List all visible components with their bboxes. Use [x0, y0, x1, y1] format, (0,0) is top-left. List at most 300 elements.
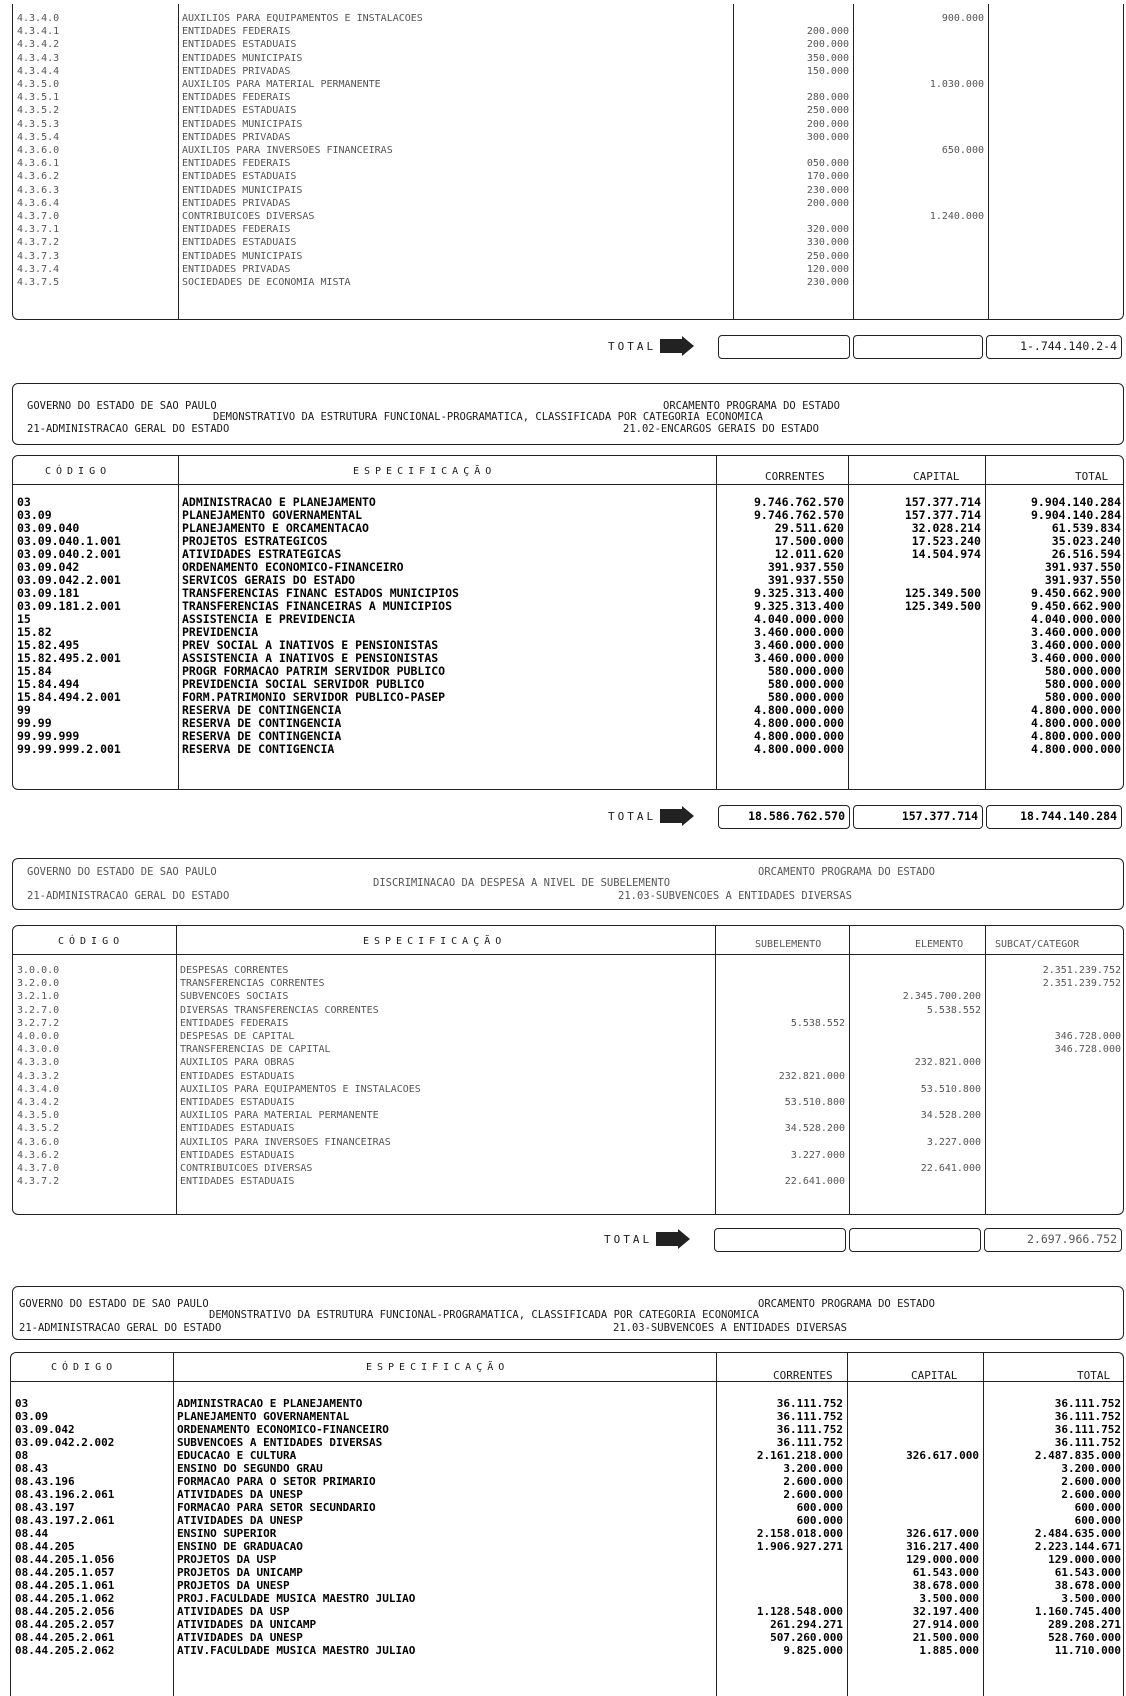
- table-row: [13, 236, 1125, 249]
- cell-col-a: 391.937.550: [767, 561, 844, 574]
- cell-especificacao: ASSISTENCIA E PREVIDENCIA: [182, 613, 356, 626]
- cell-col-b: [853, 223, 988, 236]
- header-4: [12, 1286, 1124, 1340]
- cell-col-b: [847, 1462, 983, 1475]
- cell-col-a: 9.746.762.570: [753, 509, 844, 522]
- table-row: [13, 170, 1125, 183]
- table-row: [13, 1109, 1125, 1122]
- table-row: [13, 1162, 1125, 1175]
- cell-codigo: 08.44.205: [15, 1540, 75, 1553]
- cell-especificacao: DESPESAS DE CAPITAL: [180, 1031, 295, 1043]
- cell-especificacao: ENTIDADES FEDERAIS: [182, 224, 291, 236]
- table-row: [11, 1501, 1125, 1514]
- cell-codigo: 08.43.197: [15, 1501, 75, 1514]
- cell-codigo: 4.0.0.0: [17, 1031, 60, 1043]
- table-row: [11, 1436, 1125, 1449]
- table-row: [13, 144, 1125, 157]
- cell-codigo: 15.82.495.2.001: [17, 652, 121, 665]
- col-header-capital: CAPITAL: [913, 470, 960, 483]
- cell-especificacao: ENTIDADES ESTADUAIS: [182, 237, 297, 249]
- cell-col-b: [849, 1175, 985, 1188]
- cell-especificacao: DESPESAS CORRENTES: [180, 965, 289, 976]
- table-row: [13, 522, 1125, 535]
- table-row: [11, 1618, 1125, 1631]
- table-row: [11, 1579, 1125, 1592]
- cell-col-b: 17.523.240: [911, 535, 981, 548]
- cell-col-a: 230.000: [806, 277, 849, 289]
- table-row: [13, 678, 1125, 691]
- cell-col-c: 3.460.000.000: [1030, 639, 1121, 652]
- cell-col-a: [716, 1566, 847, 1579]
- cell-col-b: 5.538.552: [926, 1004, 981, 1016]
- col-header-total: TOTAL: [1077, 1369, 1111, 1382]
- cell-col-c: 289.208.271: [1048, 1618, 1121, 1631]
- cell-codigo: 4.3.4.0: [17, 13, 60, 24]
- cell-codigo: 4.3.0.0: [17, 1044, 60, 1056]
- cell-col-a: 3.460.000.000: [753, 652, 844, 665]
- cell-codigo: 03.09.042: [17, 561, 80, 574]
- cell-col-a: 2.600.000: [783, 1488, 843, 1501]
- table-row: [13, 743, 1125, 756]
- cell-col-c: 2.600.000: [1061, 1488, 1121, 1501]
- cell-especificacao: ENTIDADES MUNICIPAIS: [182, 52, 303, 64]
- table-row: [13, 626, 1125, 639]
- table-row: [13, 210, 1125, 223]
- table-3: [12, 925, 1124, 1215]
- cell-col-c: [988, 118, 1125, 131]
- cell-col-b: [848, 574, 985, 587]
- cell-col-c: 9.904.140.284: [1030, 509, 1121, 522]
- table-row: [13, 184, 1125, 197]
- cell-col-a: 350.000: [806, 52, 849, 64]
- cell-col-c: 391.937.550: [1044, 574, 1121, 587]
- cell-col-c: 38.678.000: [1054, 1579, 1121, 1592]
- cell-especificacao: ORDENAMENTO ECONOMICO-FINANCEIRO: [182, 561, 404, 574]
- cell-col-b: [847, 1423, 983, 1436]
- cell-especificacao: ATIVIDADES DA UNESP: [177, 1631, 303, 1644]
- cell-codigo: 08.44.205.2.056: [15, 1605, 115, 1618]
- cell-col-a: 4.800.000.000: [753, 717, 844, 730]
- cell-especificacao: PROJETOS ESTRATEGICOS: [182, 535, 328, 548]
- cell-codigo: 08.43.197.2.061: [15, 1514, 115, 1527]
- col-header-codigo: CÓDIGO: [58, 936, 125, 947]
- cell-col-c: 2.487.835.000: [1034, 1449, 1121, 1462]
- cell-col-b: [849, 1017, 985, 1030]
- cell-col-c: [988, 25, 1125, 38]
- cell-col-b: 38.678.000: [912, 1579, 979, 1592]
- cell-especificacao: ENTIDADES PRIVADAS: [182, 65, 291, 77]
- total-value-2a: 18.586.762.570: [718, 805, 850, 829]
- cell-especificacao: ENTIDADES PRIVADAS: [182, 197, 291, 209]
- cell-codigo: 3.2.1.0: [17, 991, 60, 1003]
- cell-col-a: 200.000: [806, 118, 849, 130]
- total-row-3: [0, 1228, 1126, 1252]
- cell-especificacao: PREVIDENCIA: [182, 626, 259, 639]
- table-row: [13, 1083, 1125, 1096]
- cell-codigo: 4.3.4.0: [17, 1083, 60, 1095]
- arrow-right-icon: [656, 1229, 690, 1249]
- cell-col-a: 36.111.752: [776, 1397, 843, 1410]
- cell-col-a: 17.500.000: [774, 535, 844, 548]
- cell-codigo: 3.0.0.0: [17, 965, 60, 976]
- cell-codigo: 4.3.5.3: [17, 118, 60, 130]
- table-row: [13, 157, 1125, 170]
- cell-col-a: 3.460.000.000: [753, 626, 844, 639]
- cell-especificacao: PLANEJAMENTO GOVERNAMENTAL: [182, 509, 363, 522]
- cell-col-c: 4.800.000.000: [1030, 743, 1121, 756]
- cell-col-b: 1.030.000: [929, 79, 984, 91]
- cell-col-a: [716, 1579, 847, 1592]
- cell-col-c: [985, 1004, 1125, 1017]
- table-row: [13, 535, 1125, 548]
- cell-especificacao: RESERVA DE CONTINGENCIA: [182, 704, 342, 717]
- cell-col-b: [853, 184, 988, 197]
- cell-col-b: [847, 1397, 983, 1410]
- cell-col-b: [848, 743, 985, 756]
- cell-col-c: 528.760.000: [1048, 1631, 1121, 1644]
- cell-col-a: 330.000: [806, 237, 849, 249]
- table-row: [13, 704, 1125, 717]
- cell-codigo: 08: [15, 1449, 29, 1462]
- cell-col-b: [853, 131, 988, 144]
- cell-col-c: 580.000.000: [1044, 691, 1121, 704]
- cell-col-a: 170.000: [806, 171, 849, 183]
- total-value-3b: [849, 1228, 981, 1252]
- cell-col-b: [849, 1096, 985, 1109]
- table-row: [13, 25, 1125, 38]
- cell-codigo: 4.3.4.2: [17, 39, 60, 51]
- cell-especificacao: ENTIDADES ESTADUAIS: [180, 1097, 295, 1109]
- unit-label: 21-ADMINISTRACAO GERAL DO ESTADO: [19, 1322, 222, 1334]
- table-row: [13, 38, 1125, 51]
- cell-col-b: [848, 730, 985, 743]
- cell-col-c: 2.600.000: [1061, 1475, 1121, 1488]
- cell-col-c: 580.000.000: [1044, 678, 1121, 691]
- cell-especificacao: PLANEJAMENTO GOVERNAMENTAL: [177, 1410, 350, 1423]
- cell-col-c: [988, 197, 1125, 210]
- cell-especificacao: FORM.PATRIMONIO SERVIDOR PUBLICO-PASEP: [182, 691, 446, 704]
- table-2: [12, 455, 1124, 790]
- cell-col-a: [733, 12, 853, 25]
- cell-col-b: 53.510.800: [920, 1083, 981, 1095]
- table-row: [11, 1449, 1125, 1462]
- cell-col-a: 4.800.000.000: [753, 704, 844, 717]
- cell-especificacao: SUBVENCOES A ENTIDADES DIVERSAS: [177, 1436, 383, 1449]
- col-header-correntes: CORRENTES: [773, 1369, 833, 1382]
- table-1: [12, 4, 1124, 320]
- total-value-2b: 157.377.714: [853, 805, 983, 829]
- cell-especificacao: TRANSFERENCIAS DE CAPITAL: [180, 1044, 331, 1056]
- report-title: DISCRIMINACAO DA DESPESA A NIVEL DE SUBELEMENTO: [373, 877, 671, 889]
- cell-col-b: 27.914.000: [912, 1618, 979, 1631]
- cell-especificacao: EDUCACAO E CULTURA: [177, 1449, 297, 1462]
- cell-col-c: [988, 157, 1125, 170]
- cell-col-b: [853, 157, 988, 170]
- cell-especificacao: PROJ.FACULDADE MUSICA MAESTRO JULIAO: [177, 1592, 416, 1605]
- cell-col-b: 129.000.000: [906, 1553, 979, 1566]
- cell-col-b: 125.349.500: [904, 587, 981, 600]
- cell-especificacao: CONTRIBUICOES DIVERSAS: [182, 211, 315, 223]
- total-value-1c: 1-.744.140.2-4: [986, 335, 1122, 359]
- cell-col-b: [853, 38, 988, 51]
- cell-col-b: [853, 236, 988, 249]
- cell-col-a: 2.161.218.000: [756, 1449, 843, 1462]
- cell-codigo: 99: [17, 704, 31, 717]
- cell-col-b: [848, 678, 985, 691]
- subunit-label: 21.03-SUBVENCOES A ENTIDADES DIVERSAS: [618, 890, 852, 902]
- cell-col-c: 35.023.240: [1051, 535, 1121, 548]
- table-row: [13, 118, 1125, 131]
- table-row: [11, 1423, 1125, 1436]
- table-row: [13, 1070, 1125, 1083]
- cell-col-a: 9.325.313.400: [753, 600, 844, 613]
- cell-col-c: 9.450.662.900: [1030, 587, 1121, 600]
- col-header-especificacao: ESPECIFICAÇÃO: [353, 466, 497, 477]
- cell-col-b: [853, 65, 988, 78]
- table-row: [13, 964, 1125, 977]
- cell-col-b: 1.885.000: [919, 1644, 979, 1657]
- cell-col-b: [849, 1122, 985, 1135]
- cell-especificacao: ENTIDADES ESTADUAIS: [182, 171, 297, 183]
- cell-col-c: 3.200.000: [1061, 1462, 1121, 1475]
- header-3: [12, 858, 1124, 910]
- cell-col-c: 3.460.000.000: [1030, 652, 1121, 665]
- cell-col-b: [848, 665, 985, 678]
- cell-codigo: 4.3.4.1: [17, 26, 60, 38]
- cell-especificacao: SOCIEDADES DE ECONOMIA MISTA: [182, 277, 351, 289]
- table-row: [13, 52, 1125, 65]
- table-row: [13, 561, 1125, 574]
- table-4: [10, 1352, 1124, 1696]
- total-value-1b: [853, 335, 983, 359]
- cell-codigo: 4.3.5.2: [17, 105, 60, 117]
- table-4-body: [11, 1397, 1125, 1657]
- table-row: [13, 613, 1125, 626]
- cell-col-c: 3.460.000.000: [1030, 626, 1121, 639]
- cell-codigo: 03.09: [15, 1410, 49, 1423]
- cell-col-c: 2.484.635.000: [1034, 1527, 1121, 1540]
- cell-especificacao: RESERVA DE CONTIGENCIA: [182, 743, 335, 756]
- cell-especificacao: PROJETOS DA USP: [177, 1553, 277, 1566]
- cell-col-c: [988, 52, 1125, 65]
- cell-codigo: 08.43: [15, 1462, 49, 1475]
- cell-col-c: [985, 1162, 1125, 1175]
- cell-especificacao: RESERVA DE CONTINGENCIA: [182, 730, 342, 743]
- cell-especificacao: RESERVA DE CONTINGENCIA: [182, 717, 342, 730]
- gov-label: GOVERNO DO ESTADO DE SAO PAULO: [27, 866, 217, 878]
- table-row: [13, 977, 1125, 990]
- cell-col-a: 250.000: [806, 250, 849, 262]
- cell-col-b: [853, 263, 988, 276]
- cell-col-c: [988, 131, 1125, 144]
- cell-col-c: 11.710.000: [1054, 1644, 1121, 1657]
- table-row: [13, 496, 1125, 509]
- cell-codigo: 4.3.5.4: [17, 131, 60, 143]
- cell-col-b: [847, 1475, 983, 1488]
- cell-col-a: 320.000: [806, 224, 849, 236]
- unit-label: 21-ADMINISTRACAO GERAL DO ESTADO: [27, 890, 230, 902]
- cell-col-c: 600.000: [1074, 1514, 1121, 1527]
- cell-codigo: 4.3.3.0: [17, 1057, 60, 1069]
- cell-codigo: 08.44.205.2.062: [15, 1644, 115, 1657]
- cell-col-c: [985, 1175, 1125, 1188]
- cell-col-a: 120.000: [806, 263, 849, 275]
- table-row: [13, 1122, 1125, 1135]
- table-row: [13, 574, 1125, 587]
- cell-col-a: 9.825.000: [783, 1644, 843, 1657]
- cell-codigo: 4.3.5.2: [17, 1123, 60, 1135]
- cell-col-b: [848, 561, 985, 574]
- table-row: [13, 1004, 1125, 1017]
- cell-col-c: [988, 104, 1125, 117]
- table-row: [13, 197, 1125, 210]
- cell-col-a: 9.325.313.400: [753, 587, 844, 600]
- unit-label: 21-ADMINISTRACAO GERAL DO ESTADO: [27, 423, 230, 435]
- cell-col-a: 200.000: [806, 197, 849, 209]
- cell-especificacao: CONTRIBUICOES DIVERSAS: [180, 1163, 313, 1175]
- cell-col-a: [715, 1043, 849, 1056]
- cell-especificacao: AUXILIOS PARA OBRAS: [180, 1057, 295, 1069]
- cell-especificacao: ENTIDADES MUNICIPAIS: [182, 250, 303, 262]
- cell-codigo: 4.3.7.2: [17, 237, 60, 249]
- table-row: [11, 1540, 1125, 1553]
- cell-col-a: 29.511.620: [774, 522, 844, 535]
- cell-col-b: 157.377.714: [904, 509, 981, 522]
- cell-col-c: 2.351.239.752: [1042, 965, 1121, 976]
- cell-especificacao: ENTIDADES ESTADUAIS: [180, 1176, 295, 1188]
- cell-col-b: [848, 717, 985, 730]
- table-row: [13, 600, 1125, 613]
- cell-especificacao: ENTIDADES MUNICIPAIS: [182, 184, 303, 196]
- cell-col-c: 1.160.745.400: [1034, 1605, 1121, 1618]
- col-header-codigo: CÓDIGO: [45, 466, 112, 477]
- cell-col-b: [848, 704, 985, 717]
- cell-col-b: 232.821.000: [914, 1057, 981, 1069]
- cell-codigo: 08.44.205.1.061: [15, 1579, 115, 1592]
- cell-col-c: [988, 144, 1125, 157]
- cell-codigo: 08.44.205.2.061: [15, 1631, 115, 1644]
- program-label: ORCAMENTO PROGRAMA DO ESTADO: [758, 1298, 936, 1310]
- cell-especificacao: ADMINISTRACAO E PLANEJAMENTO: [177, 1397, 363, 1410]
- cell-col-b: 61.543.000: [912, 1566, 979, 1579]
- table-row: [11, 1527, 1125, 1540]
- cell-col-b: [848, 639, 985, 652]
- table-3-body: [13, 964, 1125, 1188]
- table-row: [11, 1605, 1125, 1618]
- cell-col-c: 36.111.752: [1054, 1397, 1121, 1410]
- cell-col-a: [715, 1083, 849, 1096]
- table-row: [11, 1631, 1125, 1644]
- cell-codigo: 4.3.7.5: [17, 277, 60, 289]
- cell-especificacao: PREVIDENCIA SOCIAL SERVIDOR PUBLICO: [182, 678, 425, 691]
- cell-col-b: 32.028.214: [911, 522, 981, 535]
- cell-col-b: 650.000: [941, 145, 984, 157]
- table-row: [13, 78, 1125, 91]
- cell-col-a: [715, 1004, 849, 1017]
- cell-col-a: 050.000: [806, 158, 849, 170]
- header-2: [12, 383, 1124, 445]
- cell-especificacao: PROJETOS DA UNESP: [177, 1579, 290, 1592]
- cell-codigo: 08.43.196.2.061: [15, 1488, 115, 1501]
- cell-col-a: [715, 990, 849, 1003]
- table-row: [13, 1017, 1125, 1030]
- cell-col-c: 346.728.000: [1054, 1031, 1121, 1043]
- cell-codigo: 99.99.999: [17, 730, 80, 743]
- cell-col-b: 157.377.714: [904, 496, 981, 509]
- cell-codigo: 4.3.6.0: [17, 145, 60, 157]
- cell-especificacao: ENTIDADES ESTADUAIS: [182, 39, 297, 51]
- gov-label: GOVERNO DO ESTADO DE SAO PAULO: [19, 1298, 209, 1310]
- cell-col-a: 580.000.000: [767, 691, 844, 704]
- cell-col-a: 600.000: [796, 1514, 843, 1527]
- total-row-2: [0, 805, 1126, 829]
- total-value-2c: 18.744.140.284: [986, 805, 1122, 829]
- cell-col-c: [985, 1083, 1125, 1096]
- cell-col-a: 507.260.000: [770, 1631, 843, 1644]
- cell-especificacao: PREV SOCIAL A INATIVOS E PENSIONISTAS: [182, 639, 439, 652]
- cell-codigo: 99.99: [17, 717, 52, 730]
- cell-col-a: 4.800.000.000: [753, 730, 844, 743]
- cell-col-c: 36.111.752: [1054, 1423, 1121, 1436]
- program-label: ORCAMENTO PROGRAMA DO ESTADO: [758, 866, 936, 878]
- report-title: DEMONSTRATIVO DA ESTRUTURA FUNCIONAL-PROGRAMATICA, CLASSIFICADA POR CATEGORIA ECONOMICA: [213, 411, 763, 423]
- cell-col-b: [848, 613, 985, 626]
- cell-especificacao: ATIVIDADES DA UNICAMP: [177, 1618, 317, 1631]
- cell-especificacao: ATIVIDADES ESTRATEGICAS: [182, 548, 342, 561]
- cell-col-a: [715, 964, 849, 977]
- cell-col-a: 3.200.000: [783, 1462, 843, 1475]
- table-row: [13, 1056, 1125, 1069]
- cell-col-a: 12.011.620: [774, 548, 844, 561]
- col-header-subelemento: SUBELEMENTO: [755, 939, 822, 950]
- cell-col-a: 3.227.000: [790, 1149, 845, 1161]
- cell-especificacao: ADMINISTRACAO E PLANEJAMENTO: [182, 496, 376, 509]
- cell-codigo: 03.09.042.2.002: [15, 1436, 115, 1449]
- table-row: [13, 250, 1125, 263]
- cell-col-b: [853, 104, 988, 117]
- cell-especificacao: AUXILIOS PARA INVERSOES FINANCEIRAS: [180, 1136, 391, 1148]
- table-row: [13, 1175, 1125, 1188]
- cell-especificacao: ENTIDADES ESTADUAIS: [180, 1123, 295, 1135]
- cell-especificacao: ENTIDADES ESTADUAIS: [182, 105, 297, 117]
- cell-codigo: 15.84.494.2.001: [17, 691, 121, 704]
- cell-codigo: 4.3.4.3: [17, 52, 60, 64]
- cell-especificacao: ENTIDADES MUNICIPAIS: [182, 118, 303, 130]
- arrow-right-icon: [660, 806, 694, 826]
- cell-col-b: 21.500.000: [912, 1631, 979, 1644]
- cell-codigo: 08.43.196: [15, 1475, 75, 1488]
- table-row: [11, 1553, 1125, 1566]
- cell-codigo: 03: [17, 496, 31, 509]
- cell-col-b: 1.240.000: [929, 211, 984, 223]
- table-1-body: [13, 12, 1125, 289]
- cell-col-c: [988, 78, 1125, 91]
- cell-col-b: [853, 170, 988, 183]
- table-row: [13, 223, 1125, 236]
- cell-especificacao: AUXILIOS PARA EQUIPAMENTOS E INSTALACOES: [182, 13, 423, 24]
- cell-especificacao: AUXILIOS PARA INVERSOES FINANCEIRAS: [182, 145, 393, 157]
- cell-col-b: 14.504.974: [911, 548, 981, 561]
- cell-col-c: 36.111.752: [1054, 1410, 1121, 1423]
- cell-col-b: [853, 118, 988, 131]
- cell-especificacao: ENTIDADES FEDERAIS: [182, 26, 291, 38]
- cell-col-a: 261.294.271: [770, 1618, 843, 1631]
- cell-col-a: [715, 1056, 849, 1069]
- table-2-body: [13, 496, 1125, 756]
- table-row: [13, 1096, 1125, 1109]
- cell-codigo: 4.3.7.0: [17, 1163, 60, 1175]
- cell-especificacao: TRANSFERENCIAS FINANC ESTADOS MUNICIPIOS: [182, 587, 459, 600]
